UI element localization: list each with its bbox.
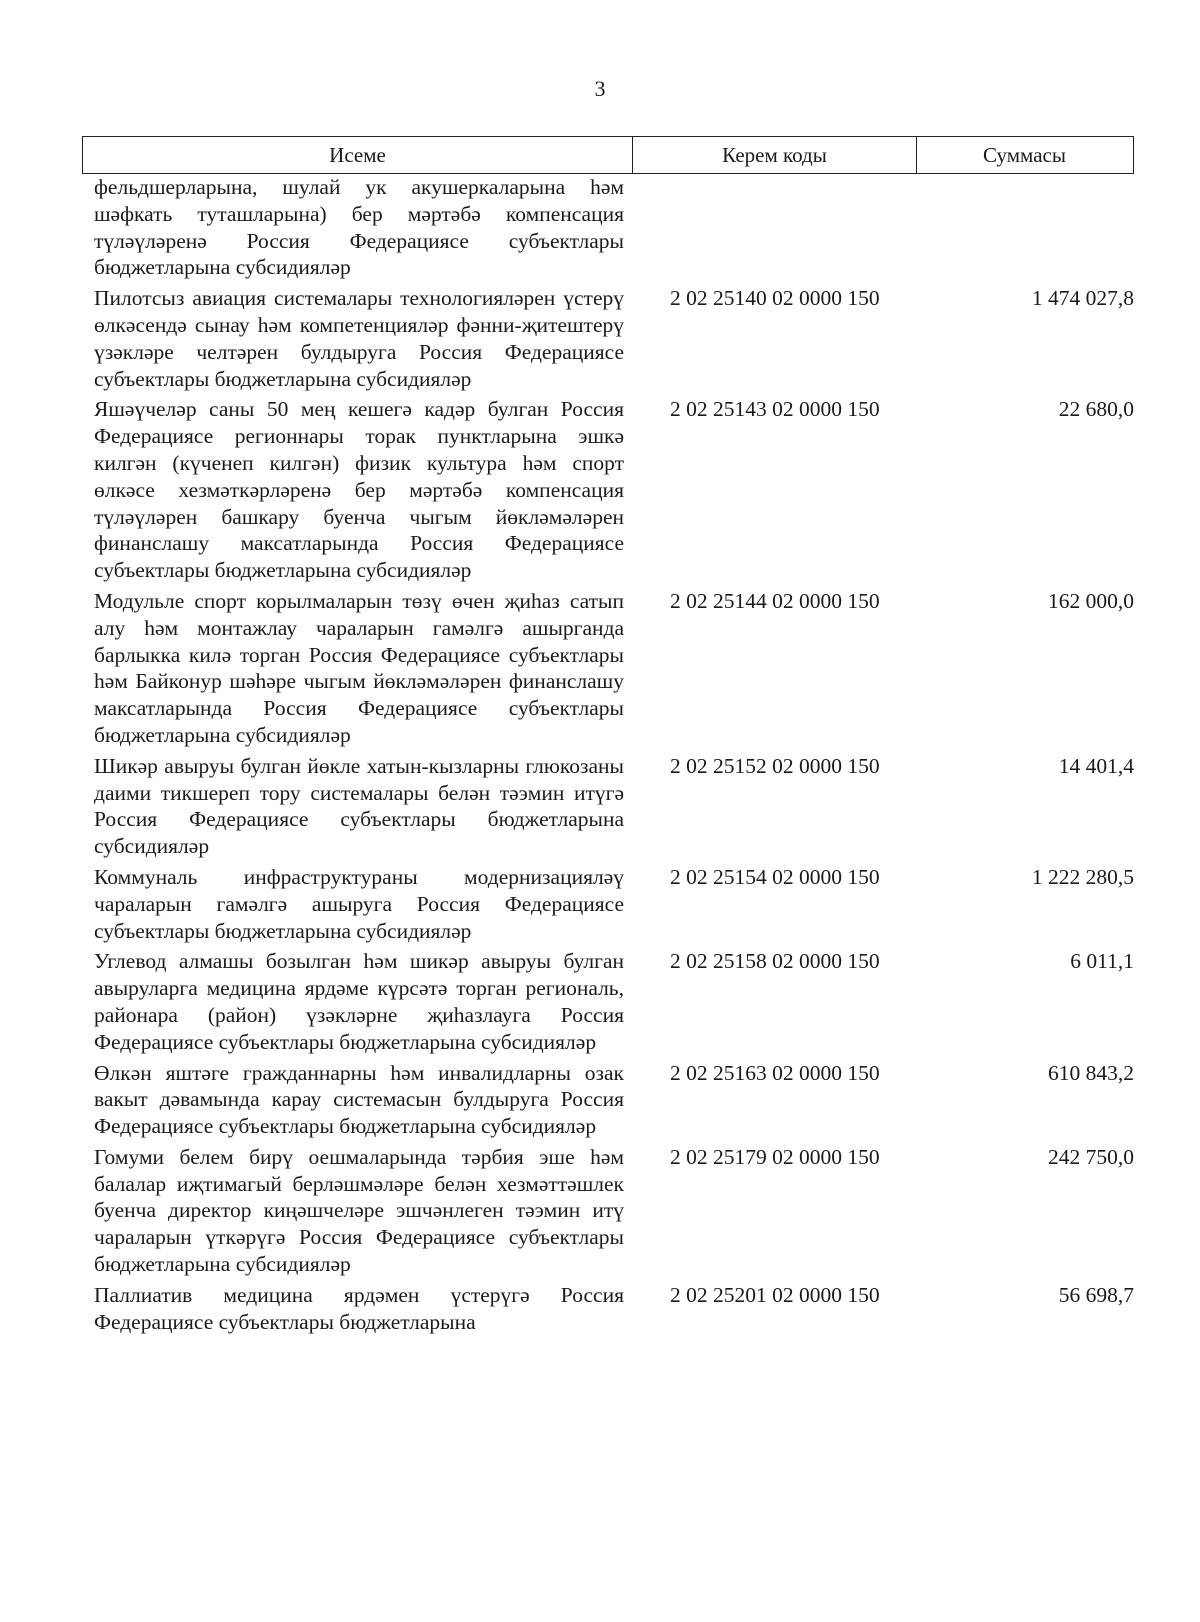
row-sum: 1 474 027,8: [1031, 286, 1134, 311]
row-name: Углевод алмашы бозылган һәм шикәр авыруы булган авыруларга медицина ярдәме күрсәтә торган региональ, районара (район) үзәкләрне җиһазлауга Россия Федерациясе субъектлары бюджетларына субсидияләр: [94, 949, 624, 1054]
header-code: Керем коды: [633, 137, 917, 173]
table-row: [82, 588, 1134, 749]
row-code: 2 02 25158 02 0000 150: [670, 949, 880, 974]
budget-table: [82, 136, 1134, 1335]
row-code: 2 02 25154 02 0000 150: [670, 864, 880, 889]
row-sum: 22 680,0: [1058, 397, 1134, 422]
row-code: 2 02 25179 02 0000 150: [670, 1144, 880, 1169]
table-row: [82, 396, 1134, 584]
row-name: Гомуми белем бирү оешмаларында тәрбия эше һәм балалар иҗтимагый берләшмәләре белән хезмәттәшлек буенча директор киңәшчеләре эшчәнлеген тәэмин итү чараларын үткәрүгә Россия Федерациясе субъектлары бюджетларына субсидияләр: [94, 1144, 624, 1277]
row-name: Өлкән яштәге гражданнарны һәм инвалидларны озак вакыт дәвамында карау системасын булдыруга Россия Федерациясе субъектлары бюджетларына субсидияләр: [94, 1060, 624, 1139]
row-sum: 56 698,7: [1058, 1282, 1134, 1307]
header-name: Исеме: [83, 137, 633, 173]
row-name: Паллиатив медицина ярдәмен үстерүгә Россия Федерациясе субъектлары бюджетларына: [94, 1282, 624, 1334]
row-sum: 6 011,1: [1070, 949, 1134, 974]
table-body: [82, 174, 1134, 1335]
row-name: Коммуналь инфраструктураны модернизацияләү чараларын гамәлгә ашыруга Россия Федерациясе субъектлары бюджетларына субсидияләр: [94, 864, 624, 943]
row-code: 2 02 25152 02 0000 150: [670, 753, 880, 778]
row-code: 2 02 25143 02 0000 150: [670, 397, 880, 422]
header-sum: Суммасы: [983, 142, 1066, 167]
table-row: [82, 753, 1134, 860]
row-code: 2 02 25201 02 0000 150: [670, 1282, 880, 1307]
row-name: фельдшерларына, шулай ук акушеркаларына һәм шәфкать туташларына) бер мәртәбә компенсация түләүләренә Россия Федерациясе субъектлары бюджетларына субсидияләр: [94, 175, 624, 280]
row-sum: 14 401,4: [1058, 753, 1134, 778]
row-sum: 162 000,0: [1048, 588, 1134, 613]
page-number: 3: [594, 76, 606, 101]
row-name: Модульле спорт корылмаларын төзү өчен җиһаз сатып алу һәм монтажлау чараларын гамәлгә ашырганда барлыкка килә торган Россия Федерациясе субъектлары һәм Байконур шәһәре чыгым йөкләмәләрен финанслашу максатларында Россия Федерациясе субъектлары бюджетларына субсидияләр: [94, 588, 624, 747]
table-row: [82, 1144, 1134, 1278]
row-name: Шикәр авыруы булган йөкле хатын-кызларны глюкозаны даими тикшереп тору системалары белән тәэмин итүгә Россия Федерациясе субъектлары бюджетларына субсидияләр: [94, 753, 624, 859]
table-row: [82, 948, 1134, 1055]
row-code: 2 02 25163 02 0000 150: [670, 1060, 880, 1085]
row-sum: [924, 174, 1134, 281]
row-sum: 242 750,0: [1048, 1144, 1134, 1169]
table-row: [82, 285, 1134, 392]
row-name: Пилотсыз авиация системалары технологияләрен үстерү өлкәсендә сынау һәм компетенцияләр фәнни-җитештерү үзәкләре челтәрен булдыруга Россия Федерациясе субъектлары бюджетларына субсидияләр: [94, 286, 624, 391]
table-row: [82, 1282, 1134, 1336]
table-row: [82, 174, 1134, 281]
row-code: [624, 174, 924, 281]
row-name: Яшәүчеләр саны 50 мең кешегә кадәр булган Россия Федерациясе регионнары торак пунктларына эшкә килгән (күченеп килгән) физик культура һәм спорт өлкәсе хезмәткәрләренә бер мәртәбә компенсация түләүләрен башкару буенча чыгым йөкләмәләрен финанслашу максатларында Россия Федерациясе субъектлары бюджетларына субсидияләр: [94, 397, 624, 583]
table-row: [82, 1060, 1134, 1140]
table-row: [82, 864, 1134, 944]
row-code: 2 02 25140 02 0000 150: [670, 286, 880, 311]
table-header: [82, 136, 1134, 174]
row-sum: 610 843,2: [1048, 1060, 1134, 1085]
row-code: 2 02 25144 02 0000 150: [670, 588, 880, 613]
row-sum: 1 222 280,5: [1031, 864, 1134, 889]
